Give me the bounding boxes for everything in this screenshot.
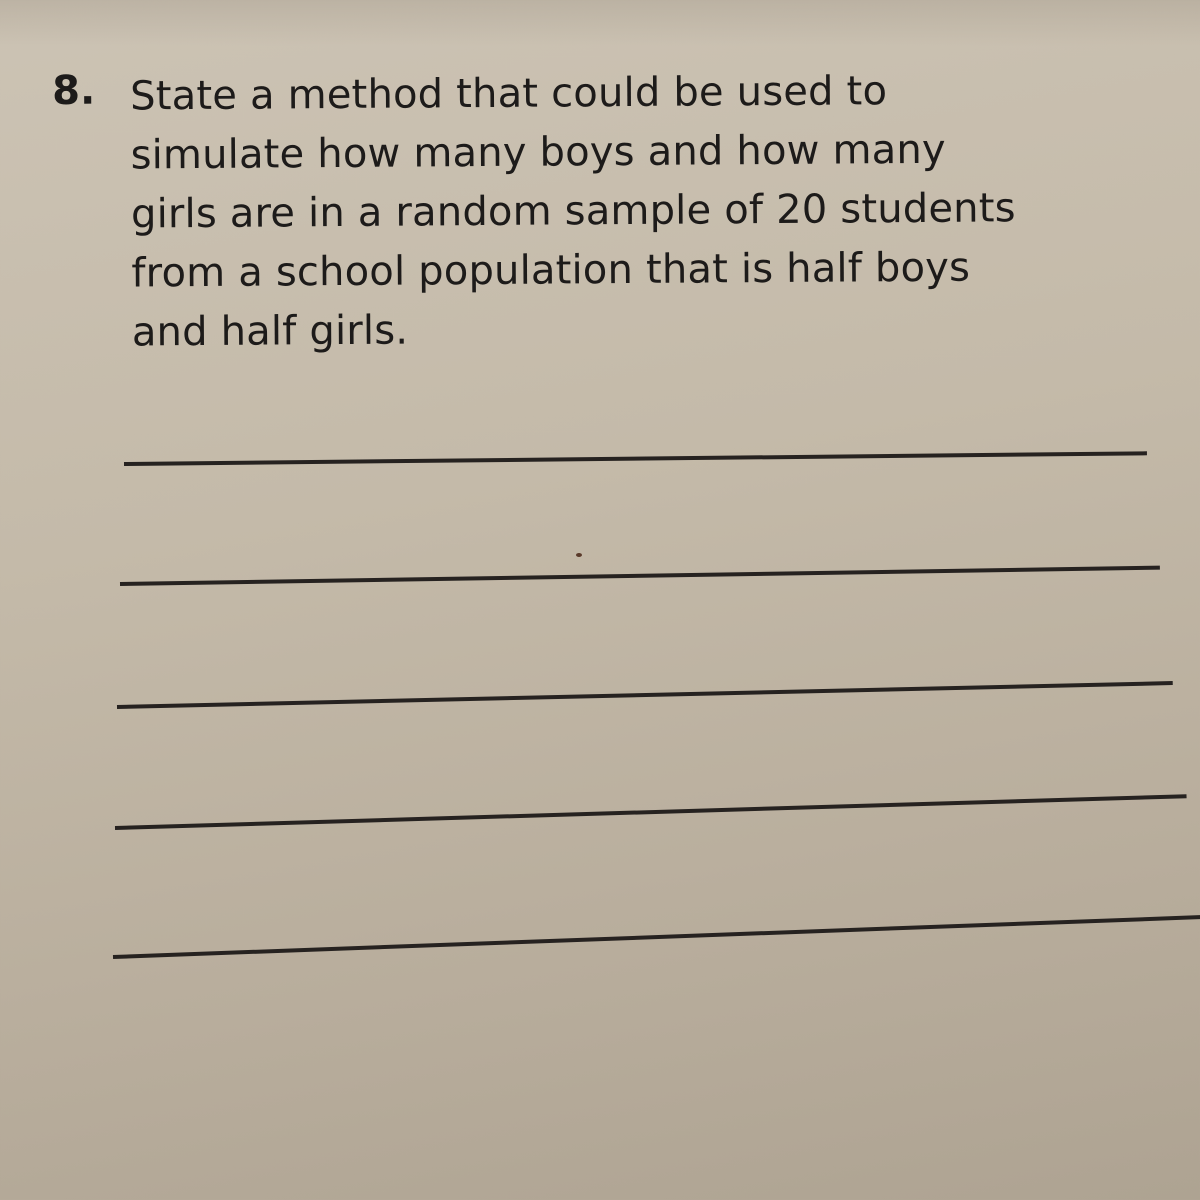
- question-line: from a school population that is half boys: [131, 244, 971, 297]
- ink-speck: [576, 553, 582, 557]
- question-line: and half girls.: [131, 307, 409, 356]
- answer-line[interactable]: [113, 915, 1200, 959]
- question-line: girls are in a random sample of 20 students: [130, 185, 1016, 238]
- question-line: State a method that could be used to: [130, 68, 888, 120]
- question-line: simulate how many boys and how many: [130, 126, 946, 179]
- answer-line[interactable]: [115, 794, 1187, 830]
- question-number: 8.: [52, 67, 96, 114]
- answer-line[interactable]: [120, 566, 1160, 586]
- answer-line[interactable]: [124, 451, 1147, 466]
- answer-line[interactable]: [117, 681, 1173, 709]
